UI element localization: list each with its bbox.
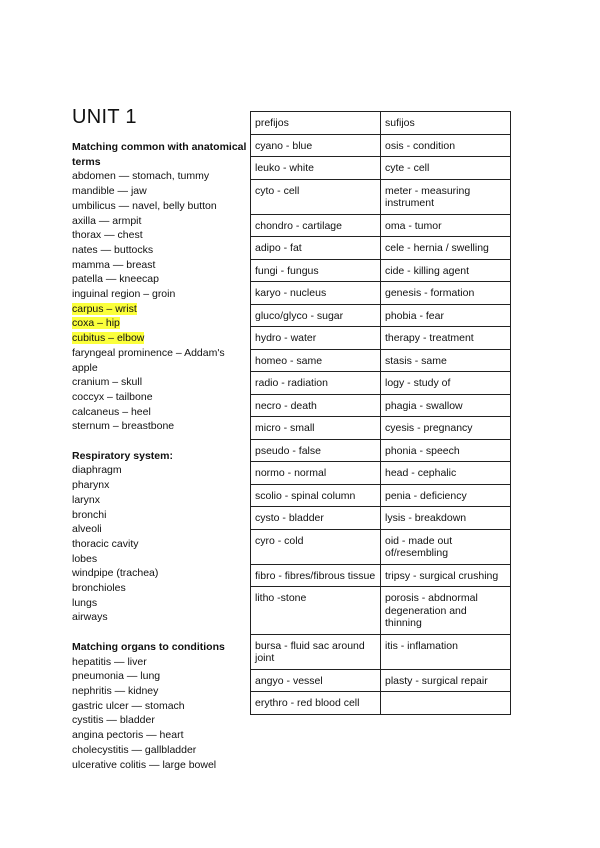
suffix-cell: logy - study of [381,372,511,395]
prefix-cell: bursa - fluid sac around joint [251,634,381,669]
list-item [72,713,252,728]
suffix-cell: phagia - swallow [381,394,511,417]
table-row [251,214,511,237]
suffix-cell: phonia - speech [381,439,511,462]
section-spacer [72,434,252,449]
list-item [72,199,252,214]
section-spacer [72,625,252,640]
list-item [72,316,252,331]
suffix-cell: porosis - abdnormal degeneration and thinning [381,587,511,635]
prefix-cell: adipo - fat [251,237,381,260]
list-item [72,522,252,537]
list-item [72,302,252,317]
suffix-cell: cide - killing agent [381,259,511,282]
table-row [251,237,511,260]
list-item [72,287,252,302]
prefix-suffix-table [250,111,511,715]
list-item [72,508,252,523]
term-text: ulcerative colitis — large bowel [72,758,217,771]
prefix-cell: homeo - same [251,349,381,372]
list-item [72,243,252,258]
list-item [72,699,252,714]
table-row [251,179,511,214]
list-item [72,419,252,434]
suffix-cell: lysis - breakdown [381,507,511,530]
list-item [72,184,252,199]
term-text: thoracic cavity [72,537,139,550]
prefix-cell: fungi - fungus [251,259,381,282]
section-heading: Matching common with anatomical terms [72,141,247,168]
list-item [72,669,252,684]
term-text: patella — kneecap [72,273,159,286]
term-text: alveoli [72,523,102,536]
list-item [72,610,252,625]
term-text: sternum – breastbone [72,420,175,433]
list-item [72,375,252,390]
list-item [72,228,252,243]
prefix-cell: leuko - white [251,157,381,180]
list-item [72,743,252,758]
term-text: windpipe (trachea) [72,567,159,580]
term-text: cystitis — bladder [72,714,155,727]
suffix-cell: cele - hernia / swelling [381,237,511,260]
list-item [72,728,252,743]
list-item [72,331,252,346]
list-item [72,346,252,375]
table-row [251,564,511,587]
prefix-cell: scolio - spinal column [251,484,381,507]
table-row [251,507,511,530]
suffix-cell: osis - condition [381,134,511,157]
term-text: cholecystitis — gallbladder [72,743,197,756]
highlighted-term: cubitus – elbow [72,332,145,345]
prefix-cell: litho -stone [251,587,381,635]
term-text: bronchi [72,508,107,521]
table-row [251,484,511,507]
list-item [72,684,252,699]
suffix-cell: head - cephalic [381,462,511,485]
suffix-column-header: sufijos [381,112,511,135]
list-item [72,493,252,508]
term-text: thorax — chest [72,229,143,242]
table-row [251,134,511,157]
term-text: bronchioles [72,582,126,595]
prefix-cell: radio - radiation [251,372,381,395]
prefix-cell: cyto - cell [251,179,381,214]
term-text: mandible — jaw [72,185,147,198]
table-row [251,439,511,462]
table-row [251,587,511,635]
suffix-cell: itis - inflamation [381,634,511,669]
term-text: nephritis — kidney [72,684,159,697]
term-text: calcaneus – heel [72,405,151,418]
table-header-row [251,112,511,135]
term-text: faryngeal prominence – Addam's apple [72,346,225,374]
suffix-cell: cyte - cell [381,157,511,180]
suffix-cell: cyesis - pregnancy [381,417,511,440]
prefix-cell: erythro - red blood cell [251,692,381,715]
prefix-cell: pseudo - false [251,439,381,462]
list-item [72,758,252,773]
suffix-cell: penia - deficiency [381,484,511,507]
list-item [72,566,252,581]
table-row [251,327,511,350]
suffix-cell: meter - measuring instrument [381,179,511,214]
table-row [251,692,511,715]
prefix-cell: normo - normal [251,462,381,485]
prefix-cell: chondro - cartilage [251,214,381,237]
page-title: UNIT 1 [72,106,137,128]
suffix-cell: oid - made out of/resembling [381,529,511,564]
prefix-cell: necro - death [251,394,381,417]
term-text: angina pectoris — heart [72,729,184,742]
table-row [251,157,511,180]
list-item [72,390,252,405]
highlighted-term: carpus – wrist [72,302,137,315]
table-row [251,634,511,669]
prefix-cell: angyo - vessel [251,669,381,692]
prefix-cell: hydro - water [251,327,381,350]
list-item [72,478,252,493]
prefix-cell: gluco/glyco - sugar [251,304,381,327]
suffix-cell: phobia - fear [381,304,511,327]
table-row [251,669,511,692]
term-text: airways [72,611,108,624]
term-text: axilla — armpit [72,214,142,227]
table-row [251,259,511,282]
list-item [72,552,252,567]
term-text: larynx [72,493,101,506]
list-item [72,405,252,420]
list-item [72,272,252,287]
section-heading: Matching organs to conditions [72,640,225,653]
prefix-cell: fibro - fibres/fibrous tissue [251,564,381,587]
table-row [251,394,511,417]
table-row [251,372,511,395]
suffix-cell [381,692,511,715]
list-item [72,537,252,552]
term-text: coccyx – tailbone [72,390,153,403]
list-item [72,463,252,478]
list-item [72,169,252,184]
term-text: lobes [72,552,98,565]
term-text: inguinal region – groin [72,288,176,301]
highlighted-term: coxa – hip [72,317,120,330]
prefix-cell: cysto - bladder [251,507,381,530]
term-text: pharynx [72,479,110,492]
table-row [251,349,511,372]
suffix-cell: genesis - formation [381,282,511,305]
suffix-cell: plasty - surgical repair [381,669,511,692]
term-text: lungs [72,596,98,609]
list-item [72,596,252,611]
suffix-cell: tripsy - surgical crushing [381,564,511,587]
term-text: abdomen — stomach, tummy [72,170,210,183]
term-text: nates — buttocks [72,243,154,256]
prefix-column-header: prefijos [251,112,381,135]
term-text: mamma — breast [72,258,156,271]
table-row [251,304,511,327]
section-heading: Respiratory system: [72,449,173,462]
term-text: cranium – skull [72,376,143,389]
table-row [251,462,511,485]
list-item [72,655,252,670]
suffix-cell: stasis - same [381,349,511,372]
term-text: gastric ulcer — stomach [72,699,185,712]
table-row [251,529,511,564]
suffix-cell: oma - tumor [381,214,511,237]
list-item [72,258,252,273]
prefix-cell: cyano - blue [251,134,381,157]
table-row [251,282,511,305]
list-item [72,581,252,596]
table-row [251,417,511,440]
list-item [72,214,252,229]
prefix-cell: cyro - cold [251,529,381,564]
term-text: pneumonia — lung [72,670,161,683]
term-lists [72,140,252,772]
term-text: hepatitis — liver [72,655,147,668]
term-text: umbilicus — navel, belly button [72,199,217,212]
suffix-cell: therapy - treatment [381,327,511,350]
term-text: diaphragm [72,464,122,477]
prefix-cell: karyo - nucleus [251,282,381,305]
prefix-cell: micro - small [251,417,381,440]
